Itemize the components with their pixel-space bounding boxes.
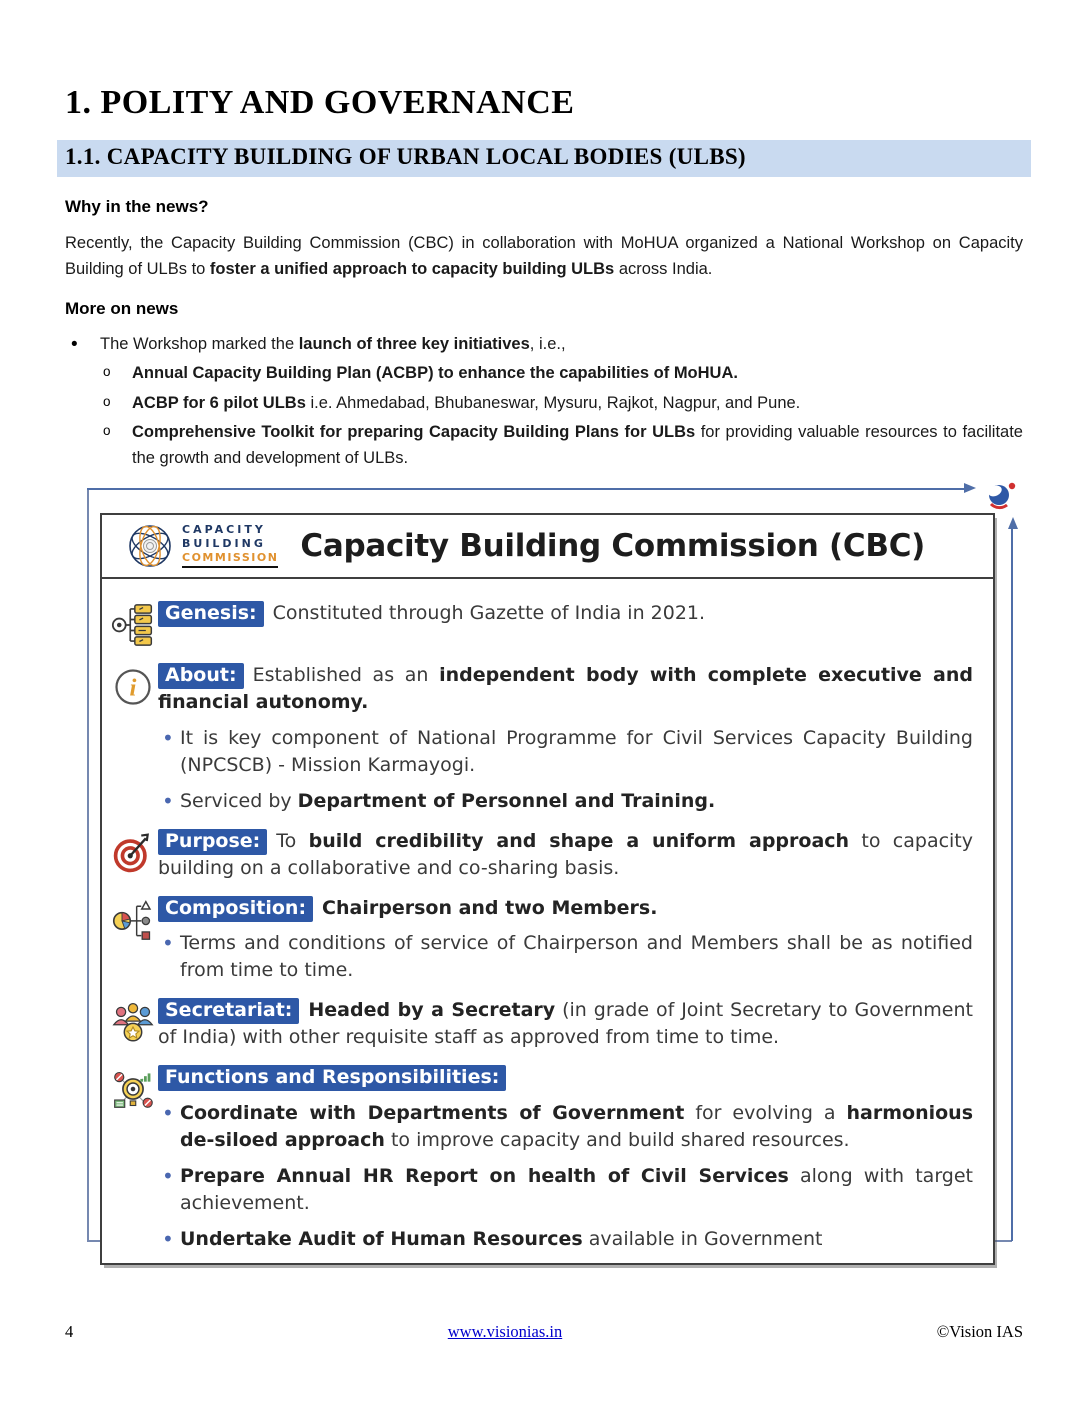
copyright-text: ©Vision IAS xyxy=(936,1322,1023,1341)
section-text: About: Established as an independent body with complete executive and financial autonomy. xyxy=(158,663,973,713)
section-bullet-list xyxy=(158,930,973,984)
list-item xyxy=(65,331,1023,472)
infographic-body xyxy=(102,579,993,1263)
intro-paragraph: Recently, the Capacity Building Commission (CBC) in collaboration with MoHUA organized a National Workshop on Capacity Building of ULBs to foster a unified approach to capacity building ULBs across India. xyxy=(65,234,1023,279)
more-on-news-heading: More on news xyxy=(65,298,179,318)
news-bullet-list xyxy=(65,331,1023,472)
infographic-title: Capacity Building Commission (CBC) xyxy=(300,527,926,564)
list-item: • Undertake Audit of Human Resources available in Government xyxy=(158,1226,973,1253)
info-section-secretariat xyxy=(108,997,973,1051)
info-section-about xyxy=(108,662,973,815)
website-link[interactable]: www.visionias.in xyxy=(447,1322,563,1341)
info-section-composition xyxy=(108,895,973,985)
section-bullet-list xyxy=(158,1100,973,1253)
infographic-header xyxy=(102,515,993,579)
list-item: o Annual Capacity Building Plan (ACBP) to enhance the capabilities of MoHUA. xyxy=(100,360,1023,386)
section-text: Secretariat: Headed by a Secretary (in grade of Joint Secretary to Government of India) with other requisite staff as approved from time to time. xyxy=(158,999,973,1049)
bullet-text: The Workshop marked the launch of three key initiatives, i.e., xyxy=(100,334,566,353)
list-item: o Comprehensive Toolkit for preparing Capacity Building Plans for ULBs for providing valuable resources to facilitate the growth and development of ULBs. xyxy=(100,419,1023,472)
news-sub-bullet-list xyxy=(100,360,1023,472)
sphere-logo-mark-icon xyxy=(983,478,1019,514)
section-text: Purpose: To build credibility and shape a uniform approach to capacity building on a collaborative and co-sharing basis. xyxy=(158,829,974,879)
infographic-inner-box xyxy=(100,513,995,1265)
info-section-genesis xyxy=(108,600,973,649)
section-label: Functions and Responsibilities: xyxy=(158,1065,506,1091)
page-footer xyxy=(65,1322,1023,1342)
cbc-logo-text: CAPACITY BUILDING COMMISSION xyxy=(182,523,278,568)
page-title: 1. POLITY AND GOVERNANCE xyxy=(65,84,575,121)
list-item: • Terms and conditions of service of Chairperson and Members shall be as notified from time to time. xyxy=(158,930,973,984)
list-item: • Serviced by Department of Personnel and Training. xyxy=(158,788,973,815)
page-number: 4 xyxy=(65,1322,74,1341)
list-item: • Prepare Annual HR Report on health of Civil Services along with target achievement. xyxy=(158,1163,973,1217)
section-text: Composition: Chairperson and two Members. xyxy=(158,895,973,922)
target-icon xyxy=(108,828,158,877)
functions-icon xyxy=(108,1064,158,1113)
section-label: Secretariat: xyxy=(158,998,299,1024)
list-item: • It is key component of National Programme for Civil Services Capacity Building (NPCSCB) - Mission Karmayogi. xyxy=(158,725,973,779)
svg-text:i: i xyxy=(129,673,137,701)
section-label: Genesis: xyxy=(158,601,264,627)
team-icon xyxy=(108,997,158,1046)
info-section-functions xyxy=(108,1064,973,1253)
section-heading: 1.1. CAPACITY BUILDING OF URBAN LOCAL BODIES (ULBS) xyxy=(57,140,1031,177)
sitemap-icon xyxy=(108,600,158,649)
cbc-logo xyxy=(126,522,278,570)
cbc-infographic xyxy=(65,488,1023,1266)
section-label: Purpose: xyxy=(158,829,267,855)
list-item: o ACBP for 6 pilot ULBs i.e. Ahmedabad, Bhubaneswar, Mysuru, Rajkot, Nagpur, and Pune. xyxy=(100,390,1023,416)
section-text xyxy=(158,1064,973,1091)
section-bullet-list xyxy=(158,725,973,815)
info-section-purpose xyxy=(108,828,973,882)
why-in-news-heading: Why in the news? xyxy=(65,197,209,216)
right-arrow-line-icon xyxy=(87,488,965,490)
list-item: • Coordinate with Departments of Government for evolving a harmonious de-siloed approach to improve capacity and build shared resources. xyxy=(158,1100,973,1154)
composition-icon xyxy=(108,895,158,944)
section-label: Composition: xyxy=(158,896,313,922)
section-text: Genesis: Constituted through Gazette of India in 2021. xyxy=(158,600,973,627)
up-arrow-line-icon xyxy=(1011,528,1013,1241)
info-icon xyxy=(108,662,158,711)
globe-icon xyxy=(126,522,174,570)
section-label: About: xyxy=(158,663,244,689)
